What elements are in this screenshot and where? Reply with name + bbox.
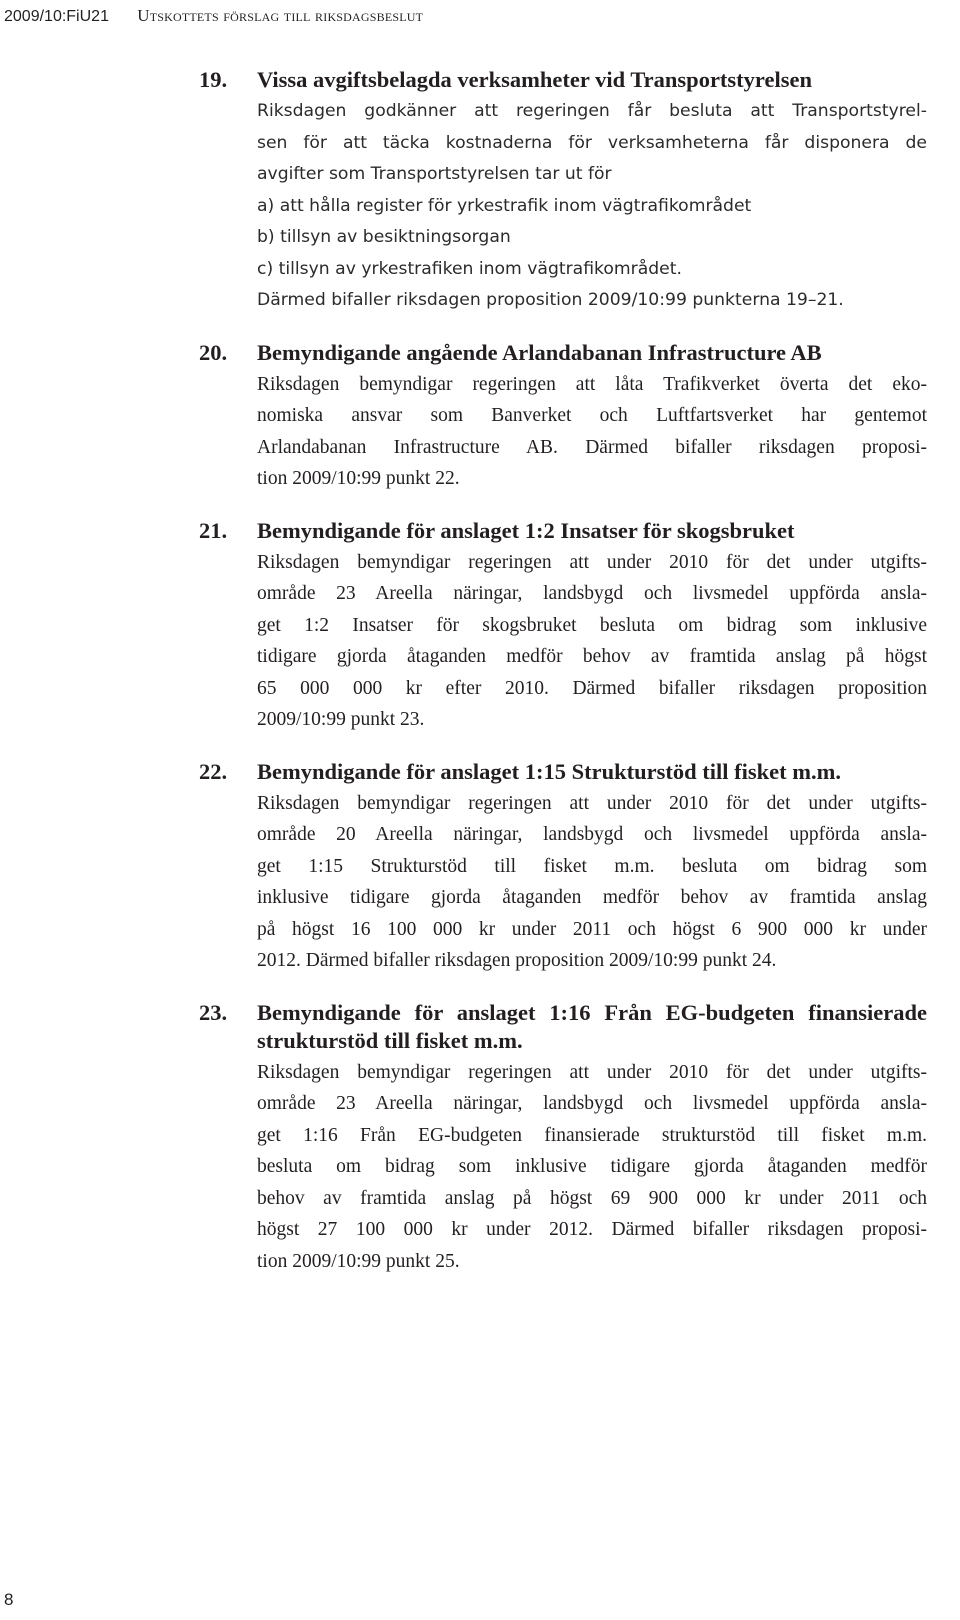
section-title: Vissa avgiftsbelagda verksamheter vid Transportstyrelsen bbox=[257, 67, 812, 92]
section-heading bbox=[199, 517, 927, 545]
section-number: 19. bbox=[199, 67, 228, 92]
page-header bbox=[4, 6, 423, 27]
body-line: Riksdagen bemyndigar regeringen att under 2010 för det under utgifts- bbox=[257, 792, 927, 814]
section-heading bbox=[199, 66, 927, 94]
body-line: Riksdagen bemyndigar regeringen att låta Trafikverket överta det eko- bbox=[257, 373, 927, 395]
section-heading bbox=[199, 999, 927, 1055]
section-body bbox=[199, 96, 927, 317]
body-line: sen för att täcka kostnaderna för verksamheterna får disponera de bbox=[257, 132, 927, 153]
body-line: 65 000 000 kr efter 2010. Därmed bifaller riksdagen proposition bbox=[257, 677, 927, 699]
page-number: 8 bbox=[4, 1590, 14, 1609]
section-heading bbox=[199, 339, 927, 367]
running-title: Utskottets förslag till riksdagsbeslut bbox=[137, 6, 424, 25]
body-line: Riksdagen godkänner att regeringen får besluta att Transportstyrel- bbox=[257, 101, 927, 121]
body-line: get 1:15 Strukturstöd till fisket m.m. besluta om bidrag som bbox=[257, 855, 927, 877]
body-line: tion 2009/10:99 punkt 22. bbox=[257, 468, 460, 489]
body-line: Riksdagen bemyndigar regeringen att under 2010 för det under utgifts- bbox=[257, 551, 927, 573]
section-number: 22. bbox=[199, 758, 228, 784]
body-line: nomiska ansvar som Banverket och Luftfartsverket har gentemot bbox=[257, 405, 927, 426]
section-21 bbox=[199, 517, 927, 736]
body-line: b) tillsyn av besiktningsorgan bbox=[257, 227, 511, 247]
section-number: 21. bbox=[199, 517, 228, 543]
body-line: Arlandabanan Infrastructure AB. Därmed bifaller riksdagen proposi- bbox=[257, 436, 927, 458]
section-title: Bemyndigande för anslaget 1:2 Insatser för skogsbruket bbox=[257, 517, 795, 543]
body-line: a) att hålla register för yrkestrafik inom vägtrafikområdet bbox=[257, 195, 752, 216]
section-heading bbox=[199, 758, 927, 786]
body-line: tidigare gjorda åtaganden medför behov av framtida anslag på högst bbox=[257, 646, 927, 667]
section-body bbox=[199, 547, 927, 736]
body-line: Därmed bifaller riksdagen proposition 2009/10:99 punkterna 19–21. bbox=[257, 290, 844, 310]
body-line: avgifter som Transportstyrelsen tar ut för bbox=[257, 164, 612, 184]
document-body bbox=[199, 66, 927, 1299]
body-line: Riksdagen bemyndigar regeringen att under 2010 för det under utgifts- bbox=[257, 1061, 927, 1083]
body-line: tion 2009/10:99 punkt 25. bbox=[257, 1250, 460, 1272]
section-23 bbox=[199, 999, 927, 1278]
body-line: behov av framtida anslag på högst 69 900 000 kr under 2011 och bbox=[257, 1187, 927, 1209]
body-line: område 23 Areella näringar, landsbygd och livsmedel uppförda ansla- bbox=[257, 583, 927, 604]
section-title: Bemyndigande för anslaget 1:16 Från EG-budgeten finansierade strukturstöd till fisket m.m. bbox=[257, 999, 927, 1053]
body-line: get 1:2 Insatser för skogsbruket besluta om bidrag som inklusive bbox=[257, 614, 927, 636]
section-title: Bemyndigande för anslaget 1:15 Strukturstöd till fisket m.m. bbox=[257, 758, 841, 784]
body-line: get 1:16 Från EG-budgeten finansierade strukturstöd till fisket m.m. bbox=[257, 1124, 927, 1146]
section-number: 20. bbox=[199, 339, 228, 365]
body-line: på högst 16 100 000 kr under 2011 och högst 6 900 000 kr under bbox=[257, 918, 927, 940]
document-id: 2009/10:FiU21 bbox=[4, 8, 109, 25]
body-line: område 20 Areella näringar, landsbygd och livsmedel uppförda ansla- bbox=[257, 824, 927, 845]
section-22 bbox=[199, 758, 927, 977]
body-line: högst 27 100 000 kr under 2012. Därmed bifaller riksdagen proposi- bbox=[257, 1219, 927, 1240]
body-line: besluta om bidrag som inklusive tidigare gjorda åtaganden medför bbox=[257, 1156, 927, 1177]
body-line: inklusive tidigare gjorda åtaganden medför behov av framtida anslag bbox=[257, 887, 927, 908]
section-body bbox=[199, 1057, 927, 1278]
section-19 bbox=[199, 66, 927, 317]
body-line: område 23 Areella näringar, landsbygd och livsmedel uppförda ansla- bbox=[257, 1093, 927, 1114]
section-title: Bemyndigande angående Arlandabanan Infrastructure AB bbox=[257, 339, 822, 365]
body-line: c) tillsyn av yrkestrafiken inom vägtrafikområdet. bbox=[257, 258, 682, 279]
section-20 bbox=[199, 339, 927, 495]
section-body bbox=[199, 369, 927, 495]
section-number: 23. bbox=[199, 999, 228, 1025]
body-line: 2009/10:99 punkt 23. bbox=[257, 709, 425, 730]
body-line: 2012. Därmed bifaller riksdagen proposition 2009/10:99 punkt 24. bbox=[257, 950, 777, 971]
section-body bbox=[199, 788, 927, 977]
